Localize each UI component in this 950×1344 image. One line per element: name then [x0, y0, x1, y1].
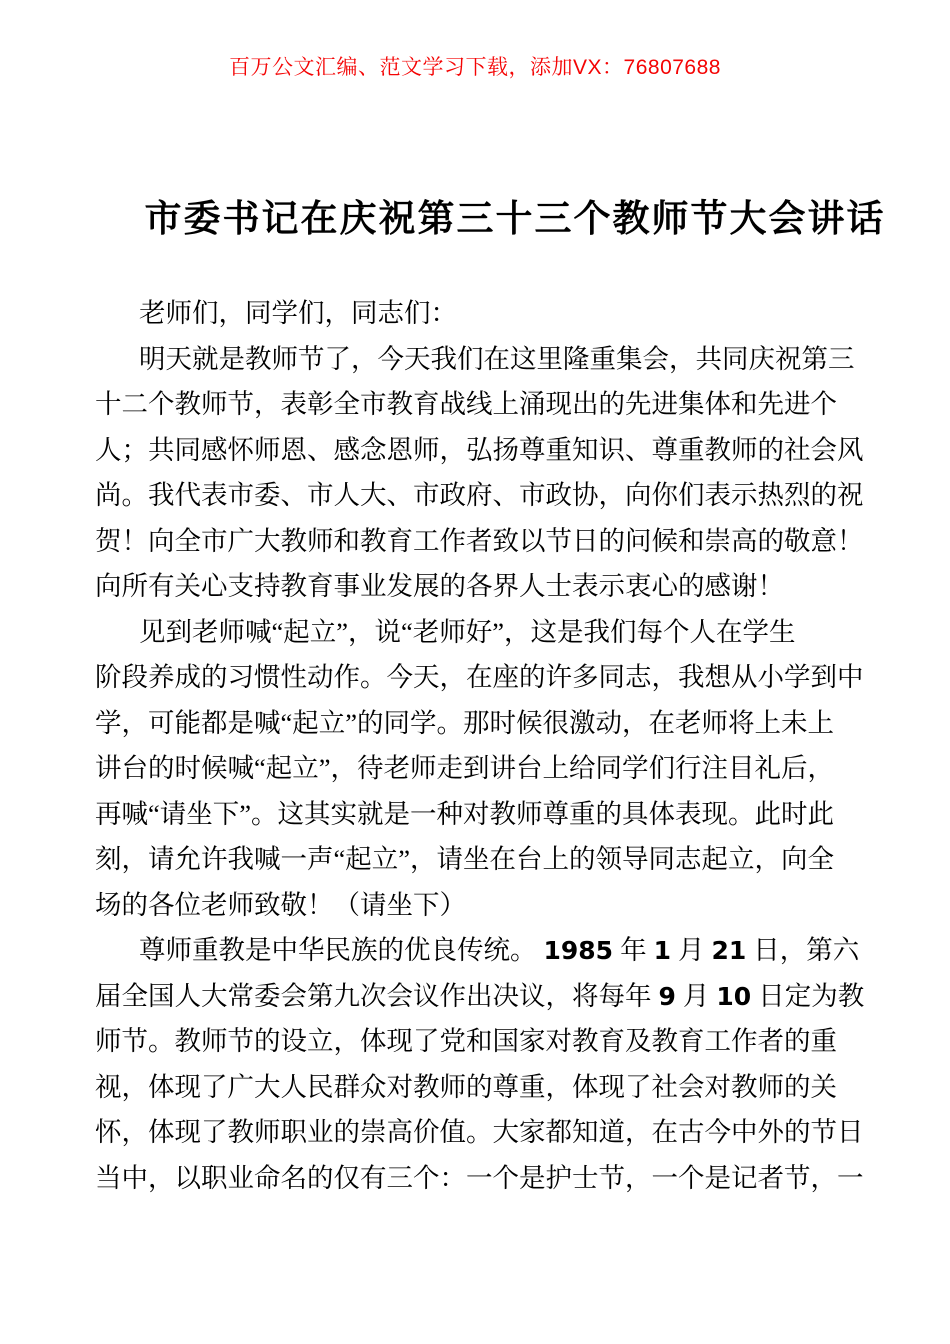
text-line	[95, 837, 855, 883]
text-line	[95, 1019, 855, 1065]
text-segment: 尚。我代表市委、市人大、市政府、市政协，向你们表示热烈的祝	[95, 480, 864, 510]
text-line	[95, 883, 855, 929]
text-line	[95, 1156, 864, 1202]
text-segment: 老师们，同学们，同志们：	[139, 298, 457, 328]
text-segment: 尊师重教是中华民族的优良传统。	[139, 935, 537, 965]
text-segment: 人；共同感怀师恩、感念恩师，弘扬尊重知识、尊重教师的社会风	[95, 434, 864, 465]
text-line	[95, 1065, 855, 1111]
text-line	[95, 473, 864, 519]
text-segment: 学，可能都是喊“起立”的同学。那时候很激动，在老师将上未上	[95, 707, 835, 738]
text-segment: 师节。教师节的设立，体现了党和国家对教育及教育工作者的重	[95, 1026, 837, 1056]
text-segment: 月	[682, 980, 710, 1011]
text-segment: 日定为教	[758, 980, 865, 1011]
text-line	[95, 519, 864, 565]
text-segment: 当中，以职业命名的仅有三个：一个是护士节，一个是记者节，一	[95, 1162, 864, 1193]
bold-number: 1	[653, 936, 671, 965]
bold-number: 21	[711, 936, 747, 965]
text-line	[95, 382, 855, 428]
text-line	[95, 655, 864, 701]
promo-text: 百万公文汇编、范文学习下载，添加VX：76807688	[229, 56, 721, 79]
text-line	[95, 701, 855, 747]
text-line	[95, 746, 855, 792]
text-line	[95, 928, 860, 974]
text-segment: 贺！向全市广大教师和教育工作者致以节日的问候和崇高的敬意！	[95, 525, 864, 556]
text-segment: 日，第六	[753, 935, 860, 965]
document-title: 市委书记在庆祝第三十三个教师节大会讲话	[144, 199, 886, 240]
text-segment: 十二个教师节，表彰全市教育战线上涌现出的先进集体和先进个	[95, 389, 837, 419]
text-line	[95, 564, 855, 610]
text-line	[95, 610, 855, 656]
text-segment: 场的各位老师致敬！（请坐下）	[95, 889, 466, 920]
text-segment: 明天就是教师节了，今天我们在这里隆重集会，共同庆祝第三	[139, 343, 855, 374]
text-segment: 向所有关心支持教育事业发展的各界人士表示衷心的感谢！	[95, 571, 784, 601]
text-line	[95, 974, 865, 1020]
text-segment: 月	[678, 935, 705, 965]
text-segment: 怀，体现了教师职业的崇高价值。大家都知道，在古今中外的节日	[95, 1117, 864, 1147]
text-segment: 再喊“请坐下”。这其实就是一种对教师尊重的具体表现。此时此	[95, 798, 835, 829]
bold-number: 1985	[543, 936, 614, 965]
text-segment: 届全国人大常委会第九次会议作出决议，将每年	[95, 980, 652, 1011]
text-segment: 阶段养成的习惯性动作。今天，在座的许多同志，我想从小学到中	[95, 662, 864, 692]
text-segment: 刻，请允许我喊一声“起立”，请坐在台上的领导同志起立，向全	[95, 844, 835, 874]
text-segment: 视，体现了广大人民群众对教师的尊重，体现了社会对教师的关	[95, 1071, 837, 1102]
text-line	[95, 337, 855, 383]
text-line	[95, 792, 855, 838]
document-body	[95, 291, 865, 1201]
text-segment: 年	[620, 935, 647, 965]
bold-number: 9	[658, 981, 676, 1011]
text-segment: 讲台的时候喊“起立”，待老师走到讲台上给同学们行注目礼后，	[95, 753, 835, 783]
text-line	[95, 291, 855, 337]
bold-number: 10	[716, 981, 752, 1011]
text-line	[95, 1110, 864, 1156]
text-line	[95, 428, 864, 474]
text-segment: 见到老师喊“起立”，说“老师好”，这是我们每个人在学生	[139, 616, 796, 647]
